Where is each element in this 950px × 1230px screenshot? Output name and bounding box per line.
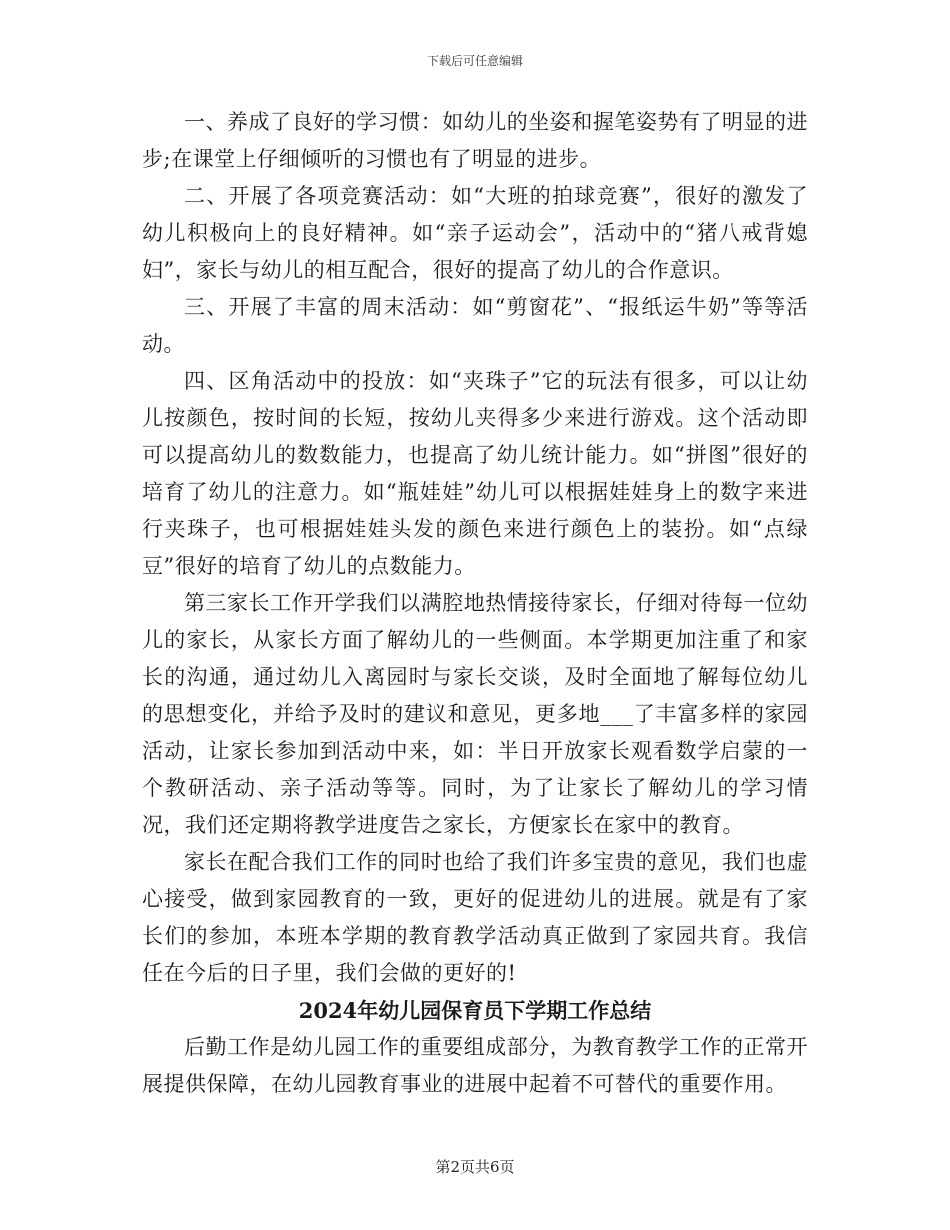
paragraph-logistics-intro: 后勤工作是幼儿园工作的重要组成部分，为教育教学工作的正常开展提供保障，在幼儿园教育事业的进展中起着不可替代的重要作用。: [142, 1035, 808, 1096]
document-body: [142, 104, 808, 1103]
paragraph-weekend-activities: 三、开展了丰富的周末活动：如“剪窗花”、“报纸运牛奶”等等活动。: [142, 295, 808, 356]
page-header: 下载后可任意编辑: [426, 54, 523, 68]
paragraph-corner-activities: 四、区角活动中的投放：如“夹珠子”它的玩法有很多，可以让幼儿按颜色，按时间的长短，按幼儿夹得多少来进行游戏。这个活动即可以提高幼儿的数数能力，也提高了幼儿统计能力。如“拼图”很好的培育了幼儿的注意力。如“瓶娃娃”幼儿可以根据娃娃身上的数字来进行夹珠子，也可根据娃娃头发的颜色来进行颜色上的装扮。如“点绿豆”很好的培育了幼儿的点数能力。: [142, 369, 808, 578]
paragraph-parent-work: 第三家长工作开学我们以满腔地热情接待家长，仔细对待每一位幼儿的家长，从家长方面了解幼儿的一些侧面。本学期更加注重了和家长的沟通，通过幼儿入离园时与家长交谈，及时全面地了解每位幼儿的思想变化，并给予及时的建议和意见，更多地___了丰富多样的家园活动，让家长参加到活动中来，如：半日开放家长观看数学启蒙的一个教研活动、亲子活动等等。同时，为了让家长了解幼儿的学习情况，我们还定期将教学进度告之家长，方便家长在家中的教育。: [142, 591, 808, 837]
paragraph-parent-feedback: 家长在配合我们工作的同时也给了我们许多宝贵的意见，我们也虚心接受，做到家园教育的一致，更好的促进幼儿的进展。就是有了家长们的参加，本班本学期的教育教学活动真正做到了家园共育。我信任在今后的日子里，我们会做的更好的!: [142, 850, 808, 985]
page-footer: 第2页共6页: [435, 1158, 515, 1176]
paragraph-habits: 一、养成了良好的学习惯：如幼儿的坐姿和握笔姿势有了明显的进步;在课堂上仔细倾听的习惯也有了明显的进步。: [142, 110, 808, 171]
paragraph-competitions: 二、开展了各项竞赛活动：如“大班的拍球竞赛”，很好的激发了幼儿积极向上的良好精神。如“亲子运动会”，活动中的“猪八戒背媳妇”，家长与幼儿的相互配合，很好的提高了幼儿的合作意识。: [142, 184, 808, 282]
section-title: 2024年幼儿园保育员下学期工作总结: [298, 998, 652, 1023]
